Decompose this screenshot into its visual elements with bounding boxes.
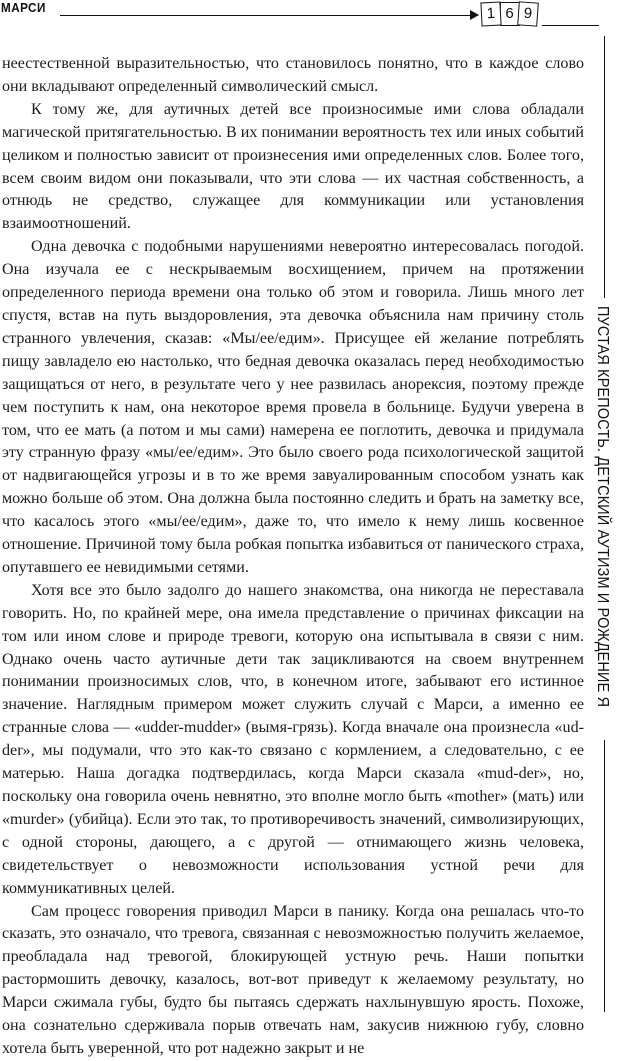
page-number-digit: 6	[500, 2, 520, 26]
paragraph: Сам процесс говорения приводил Марси в панику. Когда она решалась что-то сказать, это означало, что тревога, связанная с невозможностью получить желаемое, преобладала над тревогой, блокирующей устную речь. Наши попытки растормошить девочку, казалось, вот-вот приведут к желаемому результату, но Марси сжимала губы, будто бы пытаясь сдержать нахлынувшую ярость. Похоже, она сознательно сдерживала порыв отвечать нам, закусив нижнюю губу, словно хотела быть уверенной, что рот надежно закрыт и не	[2, 902, 584, 1057]
arrow-icon	[470, 10, 479, 20]
header-rule-right	[542, 25, 599, 26]
side-rule-bottom	[604, 740, 605, 1012]
running-head: МАРСИ	[1, 0, 46, 15]
paragraph: Хотя все это было задолго до нашего знакомства, она никогда не переставала говорить. Но, по крайней мере, она имела представление о причинах фиксации на том или ином слове и природе тревоги, которую она испытывала в связи с ним. Однако очень часто аутичные дети так зацикливаются на своем внутреннем понимании произносимых слов, что, в конечном итоге, забывают его истинное значение. Наглядным примером может служить случай с Марси, а именно ее странные слова — «udder-mudder» (вымя-грязь). Когда вначале она произнесла «ud-der», мы подумали, что это как-то связано с кормлением, а следовательно, с ее матерью. Наша догадка подтвердилась, когда Марси сказала «mud-der», но, поскольку она говорила очень невнятно, это вполне могло быть «mother» (мать) или «murder» (убийца). Если это так, то противоречивость значений, символизирующих, с одной стороны, дающего, а с другой — отнимающего жизнь человека, свидетельствует о невозможности использования устной речи для коммуникативных целей.	[2, 581, 584, 897]
page-number-digit: 9	[517, 1, 539, 26]
paragraph: Одна девочка с подобными нарушениями невероятно интересовалась погодой. Она изучала ее с нескрываемым восхищением, причем на протяжении определенного периода времени она только об этом и говорила. Лишь много лет спустя, встав на путь выздоровления, эта девочка объяснила нам причину столь странного увлечения, сказав: «Мы/ее/едим». Присущее ей желание потреблять пищу завладело ею настолько, что бедная девочка оказалась перед необходимостью защищаться от него, в результате чего у нее развилась анорексия, поэтому прежде чем поступить к нам, она некоторое время провела в больнице. Будучи уверена в том, что ее мать (а потом и мы сами) намерена ее поглотить, девочка и придумала эту странную фразу «мы/ее/едим». Это было своего рода психологической защитой от надвигающейся угрозы и в то же время завуалированным способом узнать как можно больше об этом. Она должна была постоянно следить и брать на заметку все, что касалось этого «мы/ее/едим», даже то, что имело к нему лишь косвенное отношение. Причиной тому была робкая попытка избавиться от панического страха, опутавшего ее невидимыми сетями.	[2, 238, 584, 576]
paragraph: К тому же, для аутичных детей все произносимые ими слова обладали магической притягательностью. В их понимании вероятность тех или иных событий целиком и полностью зависит от произнесения ими определенных слов. Более того, всем своим видом они показывали, что эти слова — их частная собственность, а отнюдь не средство, служащее для коммуникации или установления взаимоотношений.	[2, 100, 584, 233]
header-rule	[60, 15, 478, 16]
side-rule-top	[604, 36, 605, 298]
paragraph: неестественной выразительностью, что становилось понятно, что в каждое слово они вкладывают определенный символический смысл.	[2, 55, 584, 95]
page-number-digit: 1	[480, 1, 501, 26]
page-number	[481, 2, 537, 26]
body-text	[2, 53, 584, 1061]
side-running-title-text: ПУСТАЯ КРЕПОСТЬ. ДЕТСКИЙ АУТИЗМ И РОЖДЕНИЕ Я	[594, 306, 611, 708]
